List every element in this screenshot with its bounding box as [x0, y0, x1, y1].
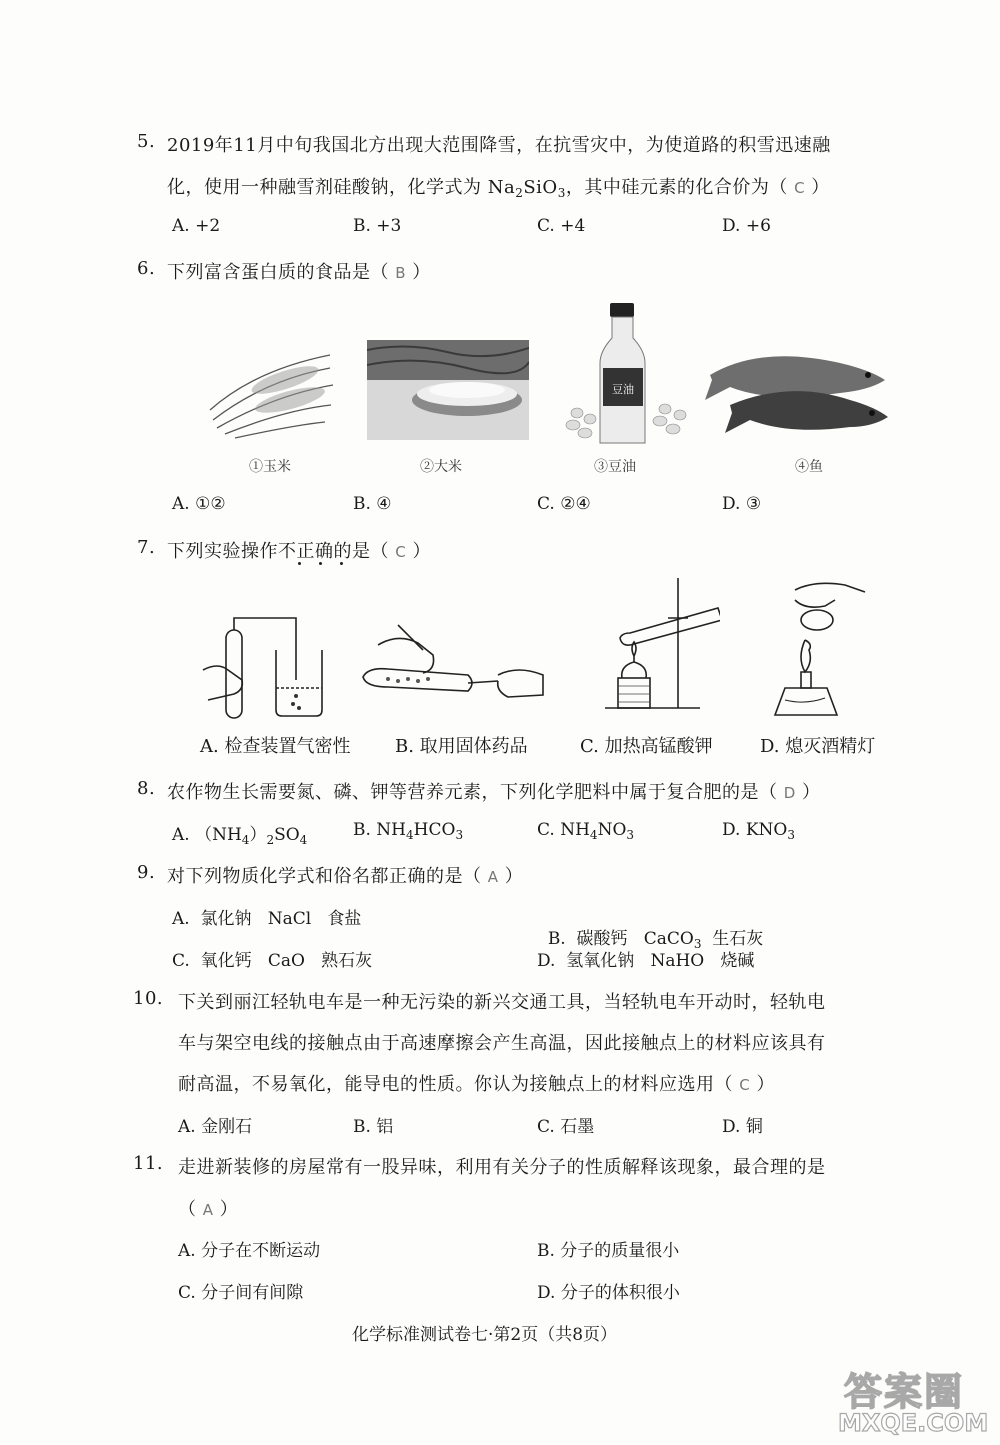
extinguish-alcohol-lamp-image — [755, 580, 870, 720]
q7-number: 7. — [137, 537, 156, 558]
corn-image — [205, 350, 335, 440]
q11-option-c: C. 分子间有间隙 — [178, 1283, 304, 1303]
q11-option-d: D. 分子的体积很小 — [537, 1283, 680, 1303]
q10-option-a: A. 金刚石 — [178, 1117, 253, 1137]
q7-caption-d: D. 熄灭酒精灯 — [760, 736, 876, 757]
q5-number: 5. — [137, 131, 156, 152]
q7-caption-a: A. 检查装置气密性 — [200, 736, 351, 757]
q9-text: 对下列物质化学式和俗名都正确的是（ A ） — [167, 866, 524, 887]
q7-caption-b: B. 取用固体药品 — [395, 736, 528, 757]
q10-text-line2: 车与架空电线的接触点由于高速摩擦会产生高温，因此接触点上的材料应该具有 — [178, 1033, 826, 1054]
q5-answer: C — [794, 179, 806, 197]
q9-option-b: B. 碳酸钙 CaCO$_3$ 生石灰 — [547, 929, 764, 951]
q9-answer: A — [487, 868, 499, 886]
q8-option-d: D. $KNO_3$ — [722, 820, 795, 842]
emphasis-dot — [340, 562, 343, 565]
q6-option-b: B. ④ — [353, 494, 392, 514]
q6-answer: B — [395, 264, 407, 282]
q8-option-b: B. $NH_4HCO_3$ — [353, 820, 464, 842]
heat-potassium-permanganate-image — [600, 578, 720, 713]
q9-option-c: C. 氧化钙 CaO 熟石灰 — [172, 951, 373, 971]
q7-caption-c: C. 加热高锰酸钾 — [580, 736, 713, 757]
q6-text: 下列富含蛋白质的食品是（ B ） — [167, 262, 431, 283]
q6-option-d: D. ③ — [722, 494, 762, 514]
q10-text-line1: 下关到丽江轻轨电车是一种无污染的新兴交通工具，当轻轨电车开动时，轻轨电 — [178, 992, 826, 1013]
q10-option-b: B. 铝 — [353, 1117, 394, 1137]
q8-answer: D — [783, 784, 796, 802]
q11-text: 走进新装修的房屋常有一股异味，利用有关分子的性质解释该现象，最合理的是 — [178, 1157, 826, 1178]
q10-option-d: D. 铜 — [722, 1117, 763, 1137]
q10-text-line3: 耐高温，不易氧化，能导电的性质。你认为接触点上的材料应选用（ C ） — [178, 1074, 775, 1095]
watermark-top: 答案圈 — [844, 1370, 965, 1414]
q7-emphasis: 不正确 — [278, 541, 334, 562]
q5-option-a: A. +2 — [172, 216, 221, 236]
q10-number: 10. — [133, 988, 164, 1009]
q5-option-d: D. +6 — [722, 216, 771, 236]
q6-option-a: A. ①② — [172, 494, 226, 514]
q8-option-a: A. $(NH_4)_2SO_4$ — [172, 825, 308, 847]
soybean-oil-image — [565, 303, 690, 445]
q11-option-b: B. 分子的质量很小 — [537, 1241, 680, 1261]
q7-answer: C — [395, 543, 407, 561]
q5-option-c: C. +4 — [537, 216, 586, 236]
q6-caption-corn: ①玉米 — [249, 459, 291, 475]
q9-number: 9. — [137, 862, 156, 883]
page-footer: 化学标准测试卷七·第2页（共8页） — [352, 1325, 618, 1345]
q9-option-d: D. 氢氧化钠 NaHO 烧碱 — [537, 951, 755, 971]
q6-caption-fish: ④鱼 — [795, 459, 823, 475]
q8-text: 农作物生长需要氮、磷、钾等营养元素，下列化学肥料中属于复合肥的是（ D ） — [167, 782, 821, 803]
bottle-label: 豆油 — [612, 383, 634, 396]
q6-caption-rice: ②大米 — [420, 459, 462, 475]
q11-number: 11. — [133, 1153, 164, 1174]
q8-option-c: C. $NH_4NO_3$ — [537, 820, 635, 842]
airtightness-check-image — [198, 610, 328, 722]
q5-text-line1: 2019年11月中旬我国北方出现大范围降雪，在抗雪灾中，为使道路的积雪迅速融 — [167, 135, 831, 156]
q11-option-a: A. 分子在不断运动 — [178, 1241, 321, 1261]
q9-option-a: A. 氯化钠 NaCl 食盐 — [172, 909, 362, 929]
q6-caption-oil: ③豆油 — [594, 459, 636, 475]
q6-option-c: C. ②④ — [537, 494, 591, 514]
watermark-bottom: MXQE.COM — [838, 1409, 989, 1437]
q11-answer-line: （ A ） — [178, 1199, 239, 1220]
fish-image — [700, 345, 892, 440]
emphasis-dot — [298, 562, 301, 565]
q6-number: 6. — [137, 258, 156, 279]
q10-answer: C — [739, 1076, 751, 1094]
q5-option-b: B. +3 — [353, 216, 402, 236]
take-solid-reagent-image — [358, 615, 548, 710]
rice-image — [367, 340, 529, 440]
watermark-logo — [836, 1361, 988, 1439]
q7-text: 下列实验操作不正确的是（ C ） — [167, 541, 431, 562]
q10-option-c: C. 石墨 — [537, 1117, 595, 1137]
q5-text-line2: 化，使用一种融雪剂硅酸钠，化学式为 $Na_2SiO_3$，其中硅元素的化合价为（ C ） — [167, 177, 830, 200]
q11-answer: A — [202, 1201, 214, 1219]
q8-number: 8. — [137, 778, 156, 799]
emphasis-dot — [319, 562, 322, 565]
